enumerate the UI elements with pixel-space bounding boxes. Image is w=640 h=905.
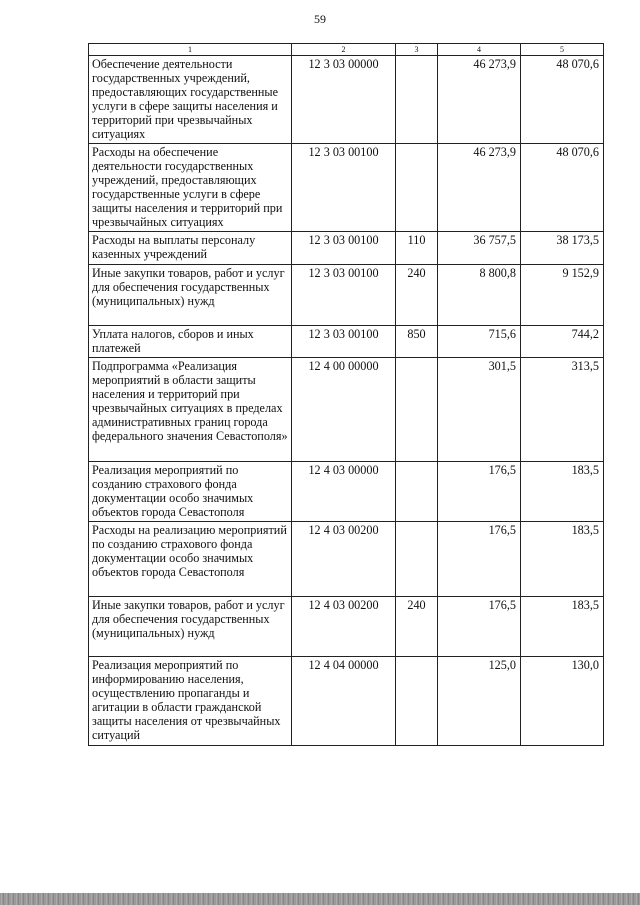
row-name: Расходы на реализацию мероприятий по созданию страхового фонда документации особо значимых объектов города Севастополя [89, 522, 292, 597]
row-expense-type [396, 657, 438, 746]
row-code: 12 3 03 00100 [292, 144, 396, 232]
header-cell-2: 2 [292, 44, 396, 56]
header-cell-5: 5 [521, 44, 604, 56]
row-value-1: 301,5 [438, 358, 521, 462]
row-expense-type [396, 462, 438, 522]
row-value-2: 48 070,6 [521, 56, 604, 144]
table-row [89, 326, 604, 358]
row-code: 12 4 04 00000 [292, 657, 396, 746]
row-value-2: 38 173,5 [521, 232, 604, 265]
header-cell-1: 1 [89, 44, 292, 56]
table-row [89, 358, 604, 462]
row-value-1: 176,5 [438, 597, 521, 657]
row-expense-type [396, 144, 438, 232]
row-value-1: 176,5 [438, 522, 521, 597]
header-cell-3: 3 [396, 44, 438, 56]
row-value-2: 313,5 [521, 358, 604, 462]
table-row [89, 657, 604, 746]
row-code: 12 3 03 00100 [292, 232, 396, 265]
row-name: Реализация мероприятий по информированию населения, осуществлению пропаганды и агитации в области гражданской защиты населения от чрезвычайных ситуаций [89, 657, 292, 746]
row-name: Уплата налогов, сборов и иных платежей [89, 326, 292, 358]
row-value-1: 715,6 [438, 326, 521, 358]
row-value-2: 130,0 [521, 657, 604, 746]
row-expense-type: 110 [396, 232, 438, 265]
row-code: 12 4 03 00200 [292, 597, 396, 657]
row-value-2: 744,2 [521, 326, 604, 358]
row-value-1: 176,5 [438, 462, 521, 522]
row-expense-type: 240 [396, 597, 438, 657]
row-code: 12 3 03 00100 [292, 326, 396, 358]
row-value-2: 183,5 [521, 462, 604, 522]
table-row [89, 232, 604, 265]
row-expense-type [396, 56, 438, 144]
row-name: Обеспечение деятельности государственных учреждений, предоставляющих государственные услуги в сфере защиты населения и территорий при чрезвычайных ситуациях [89, 56, 292, 144]
row-expense-type [396, 358, 438, 462]
row-name: Иные закупки товаров, работ и услуг для обеспечения государственных (муниципальных) нужд [89, 265, 292, 326]
row-code: 12 4 03 00000 [292, 462, 396, 522]
header-row [89, 44, 604, 56]
scan-edge-strip [0, 893, 640, 905]
table-row [89, 265, 604, 326]
row-name: Расходы на выплаты персоналу казенных учреждений [89, 232, 292, 265]
row-value-1: 46 273,9 [438, 144, 521, 232]
row-name: Иные закупки товаров, работ и услуг для обеспечения государственных (муниципальных) нужд [89, 597, 292, 657]
table-row [89, 56, 604, 144]
row-value-1: 36 757,5 [438, 232, 521, 265]
table-row [89, 597, 604, 657]
row-code: 12 3 03 00100 [292, 265, 396, 326]
row-name: Реализация мероприятий по созданию страхового фонда документации особо значимых объектов города Севастополя [89, 462, 292, 522]
budget-table [88, 43, 604, 746]
row-value-2: 183,5 [521, 597, 604, 657]
row-expense-type [396, 522, 438, 597]
row-code: 12 3 03 00000 [292, 56, 396, 144]
row-name: Расходы на обеспечение деятельности государственных учреждений, предоставляющих государственные услуги в сфере защиты населения и территорий при чрезвычайных ситуациях [89, 144, 292, 232]
row-expense-type: 240 [396, 265, 438, 326]
row-value-1: 8 800,8 [438, 265, 521, 326]
row-expense-type: 850 [396, 326, 438, 358]
page-number: 59 [314, 12, 326, 26]
table-row [89, 144, 604, 232]
table-row [89, 462, 604, 522]
row-name: Подпрограмма «Реализация мероприятий в области защиты населения и территорий при чрезвычайных ситуациях в пределах административных границ города федерального значения Севастополя» [89, 358, 292, 462]
row-value-2: 183,5 [521, 522, 604, 597]
row-value-2: 48 070,6 [521, 144, 604, 232]
row-code: 12 4 03 00200 [292, 522, 396, 597]
row-value-1: 125,0 [438, 657, 521, 746]
table-row [89, 522, 604, 597]
row-value-2: 9 152,9 [521, 265, 604, 326]
row-code: 12 4 00 00000 [292, 358, 396, 462]
row-value-1: 46 273,9 [438, 56, 521, 144]
header-cell-4: 4 [438, 44, 521, 56]
